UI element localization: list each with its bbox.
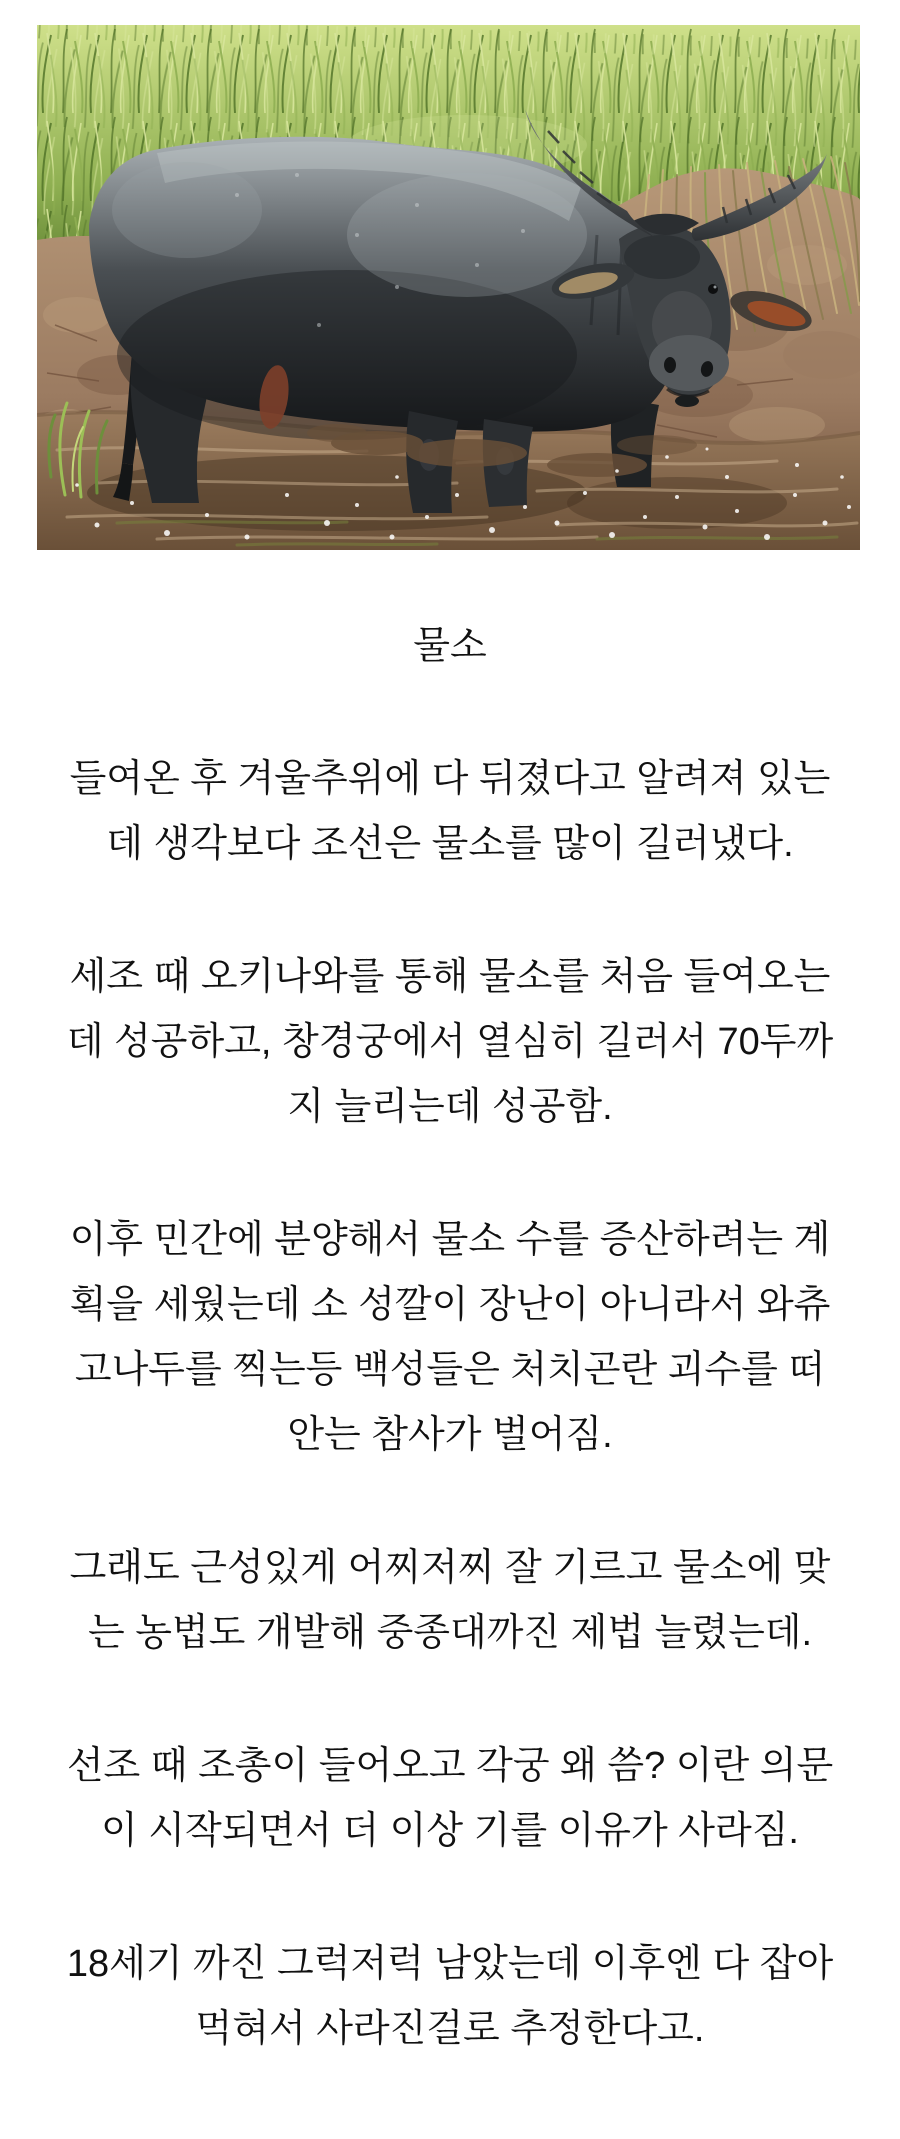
text-line: 데 성공하고, 창경궁에서 열심히 길러서 70두까 — [66, 1021, 834, 1063]
paragraph-3 — [0, 1208, 900, 1468]
text-line: 지 늘리는데 성공함. — [287, 1086, 613, 1128]
text-line: 먹혀서 사라진걸로 추정한다고. — [195, 2008, 705, 2050]
paragraph-5 — [0, 1734, 900, 1864]
text-line: 이 시작되면서 더 이상 기를 이유가 사라짐. — [101, 1810, 799, 1852]
text-line: 들여온 후 겨울추위에 다 뒤졌다고 알려져 있는 — [69, 758, 831, 800]
text-line: 18세기 까진 그럭저럭 남았는데 이후엔 다 잡아 — [66, 1943, 834, 1985]
post-title: 물소 — [413, 625, 487, 667]
paragraph-1 — [0, 747, 900, 877]
text-line: 이후 민간에 분양해서 물소 수를 증산하려는 계 — [69, 1219, 831, 1261]
paragraph-2 — [0, 945, 900, 1140]
text-line: 데 생각보다 조선은 물소를 많이 길러냈다. — [106, 823, 794, 865]
text-line: 세조 때 오키나와를 통해 물소를 처음 들여오는 — [69, 956, 831, 998]
buffalo-illustration — [37, 25, 860, 550]
text-line: 고나두를 찍는등 백성들은 처치곤란 괴수를 떠 — [74, 1349, 826, 1391]
text-line: 선조 때 조총이 들어오고 각궁 왜 씀? 이란 의문 — [66, 1745, 834, 1787]
text-line: 획을 세웠는데 소 성깔이 장난이 아니라서 와츄 — [69, 1284, 831, 1326]
text-line: 안는 참사가 벌어짐. — [287, 1414, 613, 1456]
paragraph-4 — [0, 1536, 900, 1666]
text-line: 그래도 근성있게 어찌저찌 잘 기르고 물소에 맞 — [69, 1547, 831, 1589]
post-body — [0, 747, 900, 2062]
paragraph-6 — [0, 1932, 900, 2062]
text-line: 는 농법도 개발해 중종대까진 제법 늘렸는데. — [87, 1612, 813, 1654]
post — [0, 25, 900, 2062]
buffalo-photo — [37, 25, 860, 550]
